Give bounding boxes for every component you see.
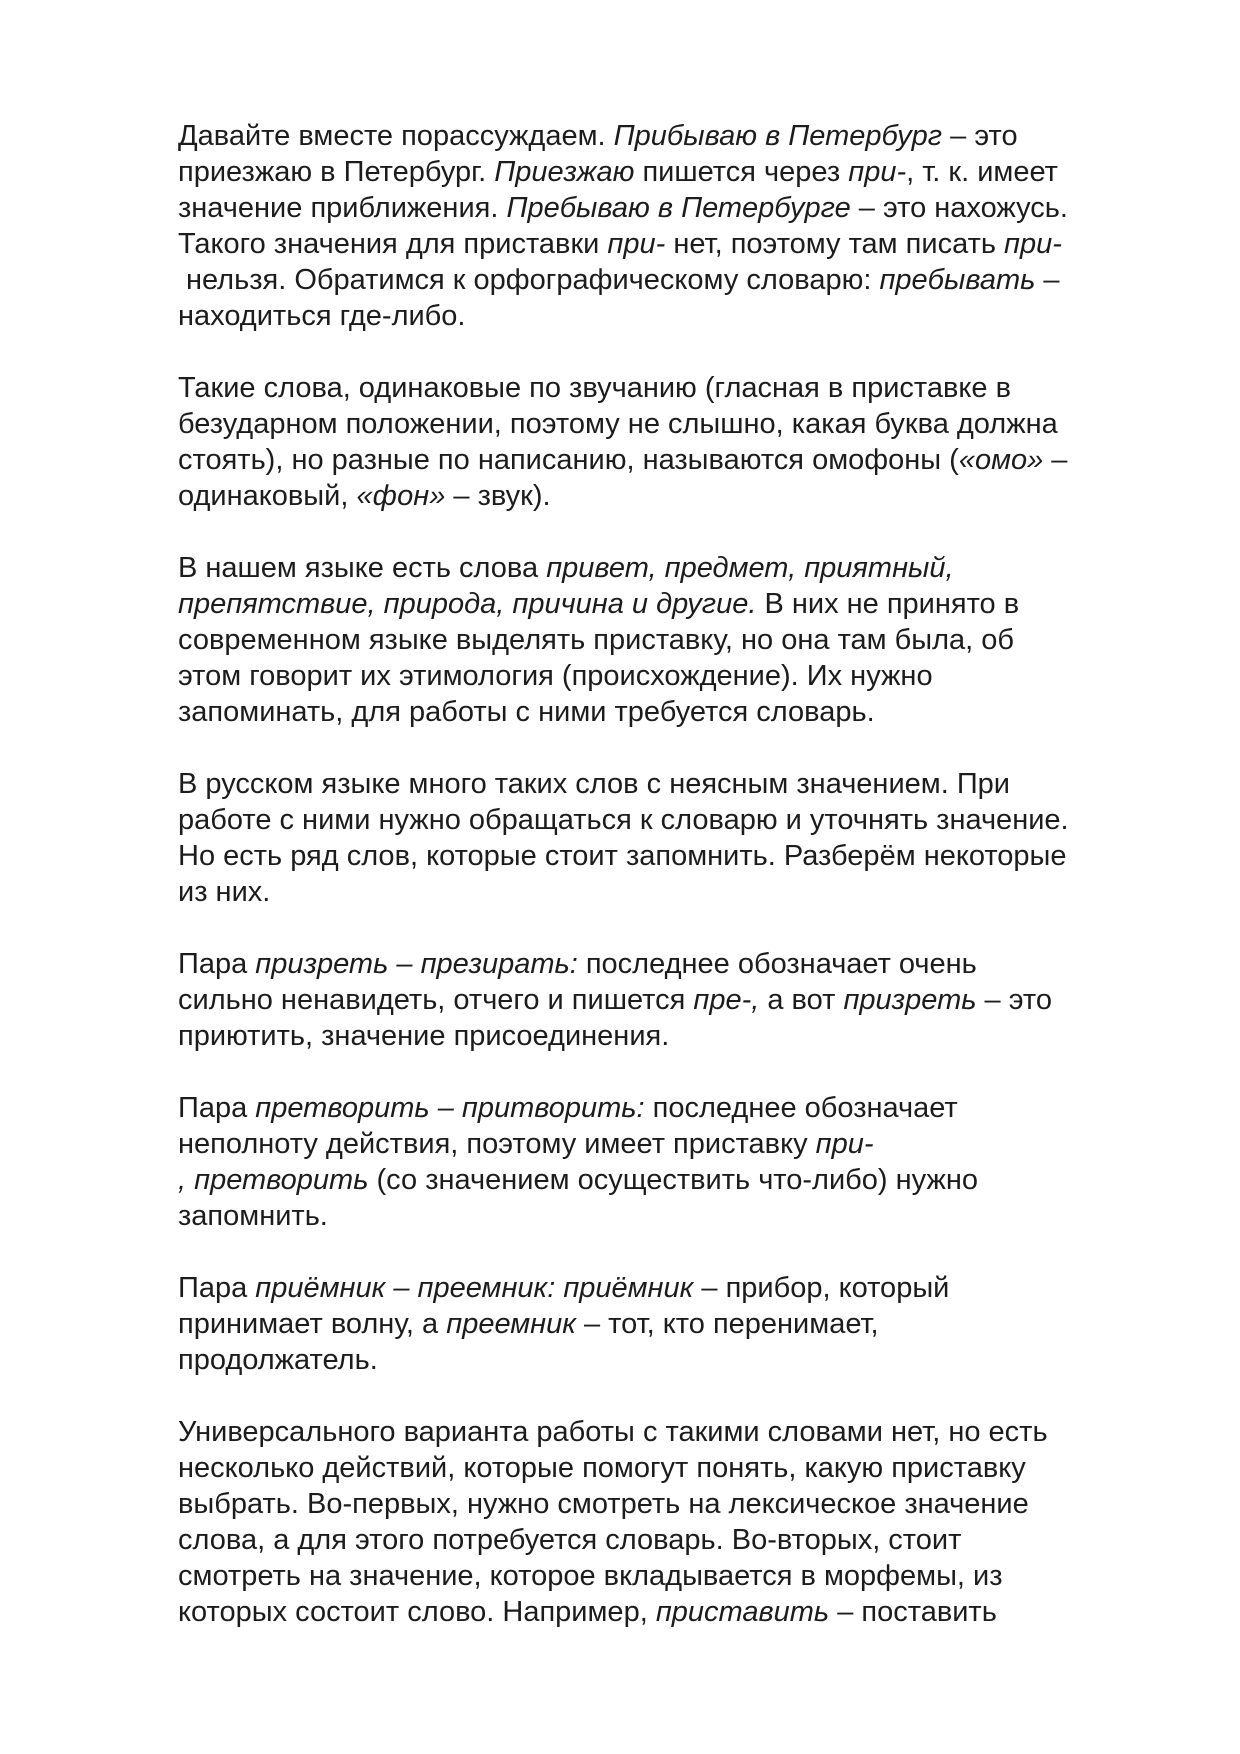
text-segment: Давайте вместе порассуждаем. xyxy=(178,120,614,152)
text-segment: Такие слова, одинаковые по звучанию (гласная в приставке в xyxy=(178,372,1011,404)
text-segment: (со значением осуществить что-либо) нужно xyxy=(368,1164,979,1196)
text-line xyxy=(178,658,1138,694)
text-line xyxy=(178,442,1138,478)
text-segment: находиться где-либо. xyxy=(178,300,466,332)
text-line xyxy=(178,1558,1138,1594)
paragraph-1 xyxy=(178,118,1138,334)
text-segment: слова, а для этого потребуется словарь. Во-вторых, стоит xyxy=(178,1524,962,1556)
text-segment: – тот, кто перенимает, xyxy=(575,1308,879,1340)
text-segment: – прибор, который xyxy=(693,1272,950,1304)
text-segment: нет, поэтому там писать xyxy=(665,228,1005,260)
text-segment: этом говорит их этимология (происхождение). Их нужно xyxy=(178,660,933,692)
text-line xyxy=(178,1522,1138,1558)
text-segment: а вот xyxy=(759,984,844,1016)
text-segment: Пара xyxy=(178,1272,256,1304)
text-segment: современном языке выделять приставку, но она там была, об xyxy=(178,624,1015,656)
document-page xyxy=(178,118,1138,1666)
text-segment: В нашем языке есть слова xyxy=(178,552,547,584)
text-segment: безударном положении, поэтому не слышно, какая буква должна xyxy=(178,408,1058,440)
text-line xyxy=(178,226,1138,262)
text-segment: нельзя. Обратимся к орфографическому словарю: xyxy=(186,264,880,296)
text-segment: – это xyxy=(976,984,1052,1016)
text-line xyxy=(178,1594,1138,1630)
text-segment: – xyxy=(1035,264,1060,296)
italic-term: привет, предмет, приятный, xyxy=(546,552,954,584)
text-line xyxy=(178,118,1138,154)
text-segment: запоминать, для работы с ними требуется словарь. xyxy=(178,696,875,728)
text-segment: – звук). xyxy=(445,480,551,512)
text-segment: выбрать. Во-первых, нужно смотреть на лексическое значение xyxy=(178,1488,1029,1520)
paragraph-2 xyxy=(178,370,1138,514)
italic-term: «фон» xyxy=(356,480,446,512)
text-line xyxy=(178,694,1138,730)
text-segment: – xyxy=(1043,444,1068,476)
text-segment: сильно ненавидеть, отчего и пишется xyxy=(178,984,694,1016)
text-segment: пишется через xyxy=(634,156,849,188)
text-segment: последнее обозначает очень xyxy=(577,948,977,980)
text-line xyxy=(178,478,1138,514)
text-line xyxy=(178,874,1138,910)
text-line xyxy=(178,406,1138,442)
paragraph-6 xyxy=(178,1090,1138,1234)
text-segment: приезжаю в Петербург. xyxy=(178,156,495,188)
text-segment: несколько действий, которые помогут понять, какую приставку xyxy=(178,1452,1026,1484)
italic-term: призреть xyxy=(843,984,977,1016)
text-line xyxy=(178,766,1138,802)
text-line xyxy=(178,838,1138,874)
text-segment: Такого значения для приставки xyxy=(178,228,608,260)
italic-term: пребывать xyxy=(879,264,1036,296)
text-segment: В них не принято в xyxy=(756,588,1020,620)
text-segment: стоять), но разные по написанию, называются омофоны ( xyxy=(178,444,959,476)
text-segment: последнее обозначает xyxy=(644,1092,958,1124)
text-line xyxy=(178,1342,1138,1378)
text-line xyxy=(178,946,1138,982)
italic-term: при- xyxy=(815,1128,874,1160)
text-segment: В русском языке много таких слов с неясным значением. При xyxy=(178,768,1010,800)
text-segment: Пара xyxy=(178,948,256,980)
text-segment: Универсального варианта работы с такими словами нет, но есть xyxy=(178,1416,1048,1448)
text-line xyxy=(178,190,1138,226)
italic-term: приёмник – преемник: приёмник xyxy=(255,1272,694,1304)
text-segment: одинаковый, xyxy=(178,480,357,512)
text-line xyxy=(178,550,1138,586)
text-line xyxy=(178,1162,1138,1198)
italic-term: Пребываю в Петербурге xyxy=(506,192,851,224)
text-line xyxy=(178,1198,1138,1234)
text-segment: – это xyxy=(942,120,1018,152)
italic-term: Прибываю в Петербург xyxy=(613,120,943,152)
text-line xyxy=(178,262,1138,298)
paragraph-8 xyxy=(178,1414,1138,1630)
text-line xyxy=(178,1270,1138,1306)
text-segment: – это нахожусь. xyxy=(850,192,1068,224)
text-segment: – поставить xyxy=(829,1596,997,1628)
text-line xyxy=(178,1018,1138,1054)
text-line xyxy=(178,154,1138,190)
text-line xyxy=(178,982,1138,1018)
text-line xyxy=(178,370,1138,406)
text-segment: работе с ними нужно обращаться к словарю и уточнять значение. xyxy=(178,804,1069,836)
text-line xyxy=(178,1414,1138,1450)
italic-term: при- xyxy=(1004,228,1062,260)
text-segment: смотреть на значение, которое вкладывается в морфемы, из xyxy=(178,1560,1003,1592)
italic-term: препятствие, природа, причина и другие. xyxy=(178,588,757,620)
italic-term: Приезжаю xyxy=(494,156,635,188)
text-line xyxy=(178,1450,1138,1486)
italic-term: преемник xyxy=(446,1308,576,1340)
text-segment: которых состоит слово. Например, xyxy=(178,1596,656,1628)
text-segment: значение приближения. xyxy=(178,192,507,224)
paragraph-5 xyxy=(178,946,1138,1054)
italic-term: претворить – притворить: xyxy=(255,1092,645,1124)
paragraph-4 xyxy=(178,766,1138,910)
text-line xyxy=(178,586,1138,622)
text-line xyxy=(178,1090,1138,1126)
text-segment: из них. xyxy=(178,876,271,908)
text-line xyxy=(178,1126,1138,1162)
text-segment: приютить, значение присоединения. xyxy=(178,1020,670,1052)
text-segment: Но есть ряд слов, которые стоит запомнить. Разберём некоторые xyxy=(178,840,1067,872)
text-line xyxy=(178,1306,1138,1342)
italic-term: при- xyxy=(848,156,907,188)
italic-term: при- xyxy=(607,228,666,260)
text-segment: , т. к. имеет xyxy=(906,156,1058,188)
text-segment: Пара xyxy=(178,1092,256,1124)
italic-term: пре-, xyxy=(693,984,760,1016)
text-line xyxy=(178,1486,1138,1522)
text-segment: принимает волну, а xyxy=(178,1308,447,1340)
text-line xyxy=(178,622,1138,658)
text-segment: запомнить. xyxy=(178,1200,328,1232)
paragraph-7 xyxy=(178,1270,1138,1378)
italic-term: приставить xyxy=(655,1596,830,1628)
paragraph-3 xyxy=(178,550,1138,730)
italic-term: призреть – презирать: xyxy=(255,948,578,980)
text-line xyxy=(178,298,1138,334)
italic-term: «омо» xyxy=(958,444,1044,476)
italic-term: , претворить xyxy=(178,1164,369,1196)
text-segment: неполноту действия, поэтому имеет приставку xyxy=(178,1128,816,1160)
text-line xyxy=(178,802,1138,838)
text-segment: продолжатель. xyxy=(178,1344,378,1376)
